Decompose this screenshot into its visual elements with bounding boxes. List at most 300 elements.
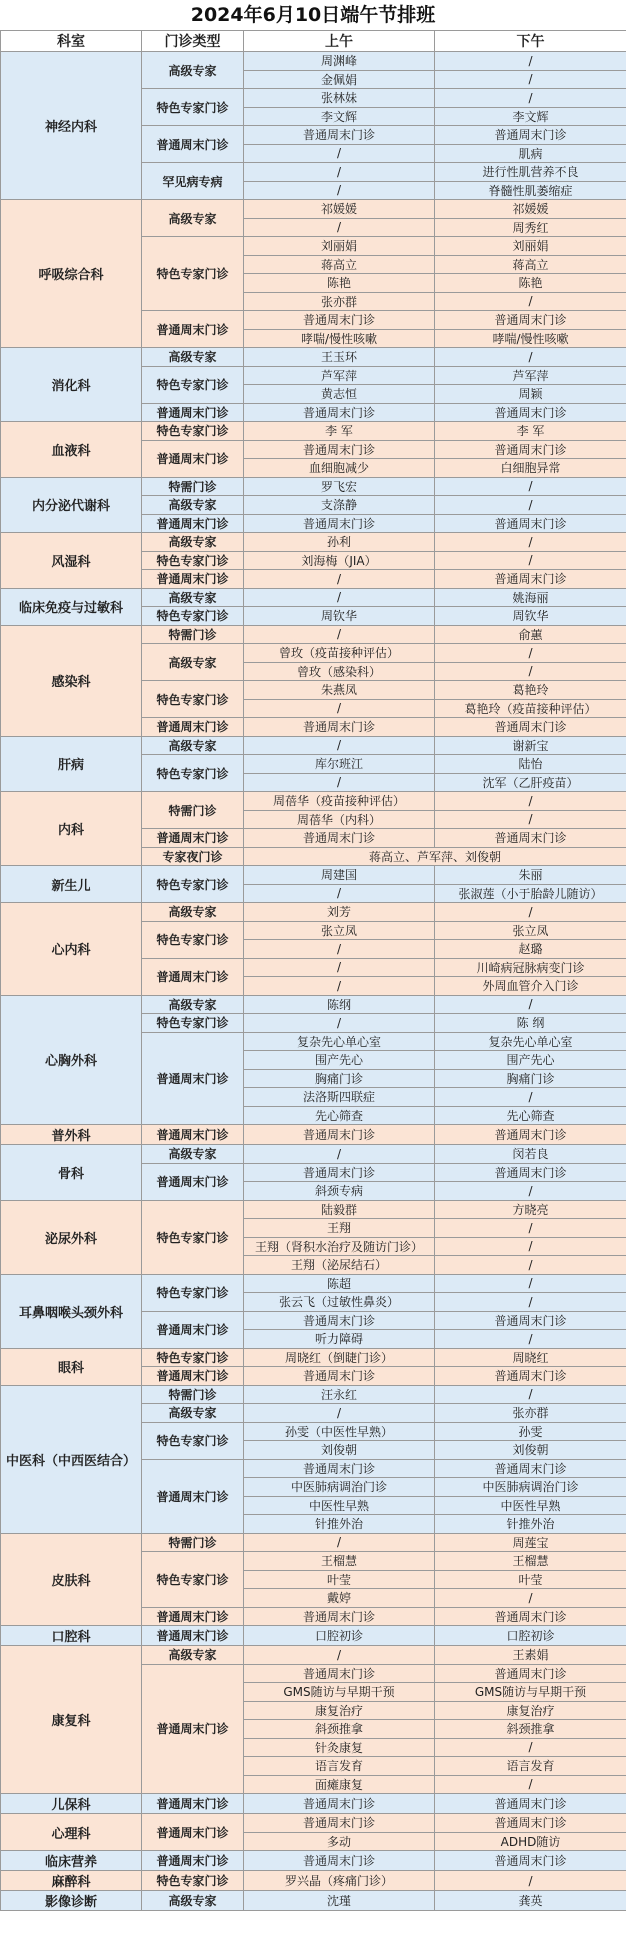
morning-cell: 陈艳 xyxy=(244,274,435,293)
clinic-type: 普通周末门诊 xyxy=(142,718,244,737)
clinic-type: 高级专家 xyxy=(142,588,244,607)
morning-cell: 普通周末门诊 xyxy=(244,718,435,737)
clinic-type: 普通周末门诊 xyxy=(142,514,244,533)
clinic-type: 普通周末门诊 xyxy=(142,958,244,995)
table-row xyxy=(1,1125,626,1145)
afternoon-cell: 孙雯 xyxy=(435,1422,626,1441)
table-row xyxy=(1,792,626,811)
clinic-type: 特需门诊 xyxy=(142,1533,244,1552)
afternoon-cell: 普通周末门诊 xyxy=(435,126,626,145)
morning-cell: GMS随访与早期干预 xyxy=(244,1683,435,1702)
clinic-type: 罕见病专病 xyxy=(142,163,244,200)
afternoon-cell: / xyxy=(435,1256,626,1275)
afternoon-cell: 普通周末门诊 xyxy=(435,570,626,589)
afternoon-cell: 张立凤 xyxy=(435,921,626,940)
afternoon-cell: 李 军 xyxy=(435,422,626,441)
morning-cell: 普通周末门诊 xyxy=(244,440,435,459)
afternoon-cell: 普通周末门诊 xyxy=(435,829,626,848)
morning-cell: 支涤静 xyxy=(244,496,435,515)
morning-cell: 普通周末门诊 xyxy=(244,1851,435,1871)
afternoon-cell: 沈军（乙肝疫苗） xyxy=(435,773,626,792)
morning-cell: 周钦华 xyxy=(244,607,435,626)
clinic-type: 普通周末门诊 xyxy=(142,1032,244,1125)
afternoon-cell: 中医性早熟 xyxy=(435,1496,626,1515)
afternoon-cell: / xyxy=(435,496,626,515)
morning-cell: 金佩娟 xyxy=(244,70,435,89)
morning-cell: 王榴慧 xyxy=(244,1552,435,1571)
clinic-type: 普通周末门诊 xyxy=(142,1459,244,1533)
morning-cell: 沈瑾 xyxy=(244,1891,435,1911)
afternoon-cell: 胸痛门诊 xyxy=(435,1069,626,1088)
afternoon-cell: 王榴慧 xyxy=(435,1552,626,1571)
morning-cell: 罗兴晶（疼痛门诊） xyxy=(244,1871,435,1891)
header-morning: 上午 xyxy=(244,31,435,52)
table-row xyxy=(1,1348,626,1367)
afternoon-cell: 周莲宝 xyxy=(435,1533,626,1552)
morning-cell: 周蓓华（内科） xyxy=(244,810,435,829)
afternoon-cell: 普通周末门诊 xyxy=(435,1459,626,1478)
morning-cell: 王翔 xyxy=(244,1219,435,1238)
morning-cell: 陆毅群 xyxy=(244,1200,435,1219)
clinic-type: 特需门诊 xyxy=(142,792,244,829)
afternoon-cell: / xyxy=(435,89,626,108)
morning-cell: 普通周末门诊 xyxy=(244,514,435,533)
morning-cell: 戴婷 xyxy=(244,1589,435,1608)
afternoon-cell: 周颖 xyxy=(435,385,626,404)
morning-cell: 针推外治 xyxy=(244,1515,435,1534)
morning-cell: / xyxy=(244,1646,435,1665)
afternoon-cell: 外周血管介入门诊 xyxy=(435,977,626,996)
morning-cell: 普通周末门诊 xyxy=(244,1607,435,1626)
morning-cell: / xyxy=(244,977,435,996)
clinic-type: 高级专家 xyxy=(142,348,244,367)
morning-cell: 曾玫（疫苗接种评估） xyxy=(244,644,435,663)
afternoon-cell: 陈 纲 xyxy=(435,1014,626,1033)
morning-cell: 胸痛门诊 xyxy=(244,1069,435,1088)
department-name: 神经内科 xyxy=(1,52,142,200)
afternoon-cell: / xyxy=(435,1385,626,1404)
afternoon-cell: / xyxy=(435,1088,626,1107)
afternoon-cell: 陆怡 xyxy=(435,755,626,774)
department-name: 消化科 xyxy=(1,348,142,422)
morning-cell: / xyxy=(244,699,435,718)
morning-cell: / xyxy=(244,218,435,237)
morning-cell: 祁媛媛 xyxy=(244,200,435,219)
afternoon-cell: 叶莹 xyxy=(435,1570,626,1589)
afternoon-cell: 李文辉 xyxy=(435,107,626,126)
afternoon-cell: 葛艳玲（疫苗接种评估） xyxy=(435,699,626,718)
morning-cell: / xyxy=(244,736,435,755)
schedule-table xyxy=(0,30,626,1911)
afternoon-cell: 祁媛媛 xyxy=(435,200,626,219)
clinic-type: 普通周末门诊 xyxy=(142,126,244,163)
morning-cell: / xyxy=(244,1145,435,1164)
department-name: 骨科 xyxy=(1,1145,142,1201)
morning-cell: 周晓红（倒睫门诊） xyxy=(244,1348,435,1367)
clinic-type: 高级专家 xyxy=(142,496,244,515)
table-row xyxy=(1,1814,626,1833)
afternoon-cell: 谢新宝 xyxy=(435,736,626,755)
morning-cell: 普通周末门诊 xyxy=(244,1459,435,1478)
afternoon-cell: / xyxy=(435,1871,626,1891)
clinic-type: 高级专家 xyxy=(142,52,244,89)
afternoon-cell: / xyxy=(435,1293,626,1312)
morning-cell: 口腔初诊 xyxy=(244,1626,435,1646)
department-name: 新生儿 xyxy=(1,866,142,903)
morning-cell: 汪永红 xyxy=(244,1385,435,1404)
afternoon-cell: / xyxy=(435,662,626,681)
afternoon-cell: 川崎病冠脉病变门诊 xyxy=(435,958,626,977)
clinic-type: 特色专家门诊 xyxy=(142,1552,244,1608)
morning-cell: 康复治疗 xyxy=(244,1701,435,1720)
morning-cell: 普通周末门诊 xyxy=(244,126,435,145)
department-name: 心胸外科 xyxy=(1,995,142,1125)
clinic-type: 专家夜门诊 xyxy=(142,847,244,866)
morning-cell: / xyxy=(244,884,435,903)
clinic-type: 普通周末门诊 xyxy=(142,1163,244,1200)
morning-cell: 先心筛查 xyxy=(244,1106,435,1125)
table-row xyxy=(1,625,626,644)
table-row xyxy=(1,1646,626,1665)
morning-cell: 多动 xyxy=(244,1832,435,1851)
morning-cell: 陈纲 xyxy=(244,995,435,1014)
table-row xyxy=(1,1385,626,1404)
department-name: 心内科 xyxy=(1,903,142,996)
morning-cell: 刘丽娟 xyxy=(244,237,435,256)
afternoon-cell: 普通周末门诊 xyxy=(435,1163,626,1182)
table-row xyxy=(1,995,626,1014)
afternoon-cell: 葛艳玲 xyxy=(435,681,626,700)
clinic-type: 高级专家 xyxy=(142,1145,244,1164)
table-row xyxy=(1,1851,626,1871)
department-name: 泌尿外科 xyxy=(1,1200,142,1274)
department-name: 眼科 xyxy=(1,1348,142,1385)
department-name: 内分泌代谢科 xyxy=(1,477,142,533)
clinic-type: 普通周末门诊 xyxy=(142,1626,244,1646)
afternoon-cell: / xyxy=(435,810,626,829)
department-name: 儿保科 xyxy=(1,1794,142,1814)
afternoon-cell: 哮喘/慢性咳嗽 xyxy=(435,329,626,348)
afternoon-cell: 刘丽娟 xyxy=(435,237,626,256)
afternoon-cell: / xyxy=(435,1738,626,1757)
afternoon-cell: 刘俊朝 xyxy=(435,1441,626,1460)
afternoon-cell: 张淑莲（小于胎龄儿随访） xyxy=(435,884,626,903)
department-name: 内科 xyxy=(1,792,142,866)
clinic-type: 高级专家 xyxy=(142,736,244,755)
afternoon-cell: / xyxy=(435,1219,626,1238)
morning-cell: 张立凤 xyxy=(244,921,435,940)
morning-cell: 朱燕凤 xyxy=(244,681,435,700)
table-row xyxy=(1,1871,626,1891)
table-row xyxy=(1,1200,626,1219)
clinic-type: 高级专家 xyxy=(142,200,244,237)
morning-cell: 中医性早熟 xyxy=(244,1496,435,1515)
morning-cell: 语言发育 xyxy=(244,1757,435,1776)
morning-cell: 孙雯（中医性早熟） xyxy=(244,1422,435,1441)
afternoon-cell: 龚英 xyxy=(435,1891,626,1911)
afternoon-cell: / xyxy=(435,995,626,1014)
morning-cell: 普通周末门诊 xyxy=(244,1794,435,1814)
afternoon-cell: 脊髓性肌萎缩症 xyxy=(435,181,626,200)
table-row xyxy=(1,1891,626,1911)
morning-cell: / xyxy=(244,958,435,977)
clinic-type: 普通周末门诊 xyxy=(142,1311,244,1348)
clinic-type: 普通周末门诊 xyxy=(142,1125,244,1145)
afternoon-cell: / xyxy=(435,1775,626,1794)
department-name: 风湿科 xyxy=(1,533,142,589)
department-name: 麻醉科 xyxy=(1,1871,142,1891)
morning-cell: 普通周末门诊 xyxy=(244,311,435,330)
afternoon-cell: / xyxy=(435,1182,626,1201)
afternoon-cell: 方晓亮 xyxy=(435,1200,626,1219)
department-name: 心理科 xyxy=(1,1814,142,1851)
department-name: 血液科 xyxy=(1,422,142,478)
afternoon-cell: 康复治疗 xyxy=(435,1701,626,1720)
department-name: 影像诊断 xyxy=(1,1891,142,1911)
morning-cell: 针灸康复 xyxy=(244,1738,435,1757)
afternoon-cell: 王素娟 xyxy=(435,1646,626,1665)
department-name: 临床免疫与过敏科 xyxy=(1,588,142,625)
afternoon-cell: 复杂先心单心室 xyxy=(435,1032,626,1051)
morning-cell: 孙利 xyxy=(244,533,435,552)
morning-cell: 听力障碍 xyxy=(244,1330,435,1349)
clinic-type: 普通周末门诊 xyxy=(142,1851,244,1871)
header-afternoon: 下午 xyxy=(435,31,626,52)
afternoon-cell: 斜颈推拿 xyxy=(435,1720,626,1739)
table-row xyxy=(1,588,626,607)
morning-cell: 普通周末门诊 xyxy=(244,403,435,422)
clinic-type: 普通周末门诊 xyxy=(142,440,244,477)
table-row xyxy=(1,422,626,441)
morning-cell: 中医肺病调治门诊 xyxy=(244,1478,435,1497)
afternoon-cell: / xyxy=(435,1237,626,1256)
afternoon-cell: 蒋高立 xyxy=(435,255,626,274)
morning-cell: 普通周末门诊 xyxy=(244,829,435,848)
afternoon-cell: / xyxy=(435,348,626,367)
afternoon-cell: 普通周末门诊 xyxy=(435,440,626,459)
morning-cell: 王玉环 xyxy=(244,348,435,367)
schedule-body xyxy=(1,52,626,1911)
table-row xyxy=(1,533,626,552)
department-name: 口腔科 xyxy=(1,1626,142,1646)
afternoon-cell: 普通周末门诊 xyxy=(435,1851,626,1871)
afternoon-cell: 闵若良 xyxy=(435,1145,626,1164)
morning-cell: 叶莹 xyxy=(244,1570,435,1589)
clinic-type: 普通周末门诊 xyxy=(142,1794,244,1814)
table-row xyxy=(1,1145,626,1164)
department-name: 耳鼻咽喉头颈外科 xyxy=(1,1274,142,1348)
morning-cell: 刘芳 xyxy=(244,903,435,922)
afternoon-cell: 周秀红 xyxy=(435,218,626,237)
table-row xyxy=(1,866,626,885)
morning-cell: 罗飞宏 xyxy=(244,477,435,496)
morning-cell: 张亦群 xyxy=(244,292,435,311)
morning-cell: 王翔（泌尿结石） xyxy=(244,1256,435,1275)
clinic-type: 特色专家门诊 xyxy=(142,89,244,126)
afternoon-cell: 语言发育 xyxy=(435,1757,626,1776)
morning-cell: 普通周末门诊 xyxy=(244,1664,435,1683)
afternoon-cell: / xyxy=(435,533,626,552)
clinic-type: 特色专家门诊 xyxy=(142,755,244,792)
morning-cell: 复杂先心单心室 xyxy=(244,1032,435,1051)
morning-cell: 斜颈专病 xyxy=(244,1182,435,1201)
table-row xyxy=(1,200,626,219)
clinic-type: 特色专家门诊 xyxy=(142,866,244,903)
clinic-type: 高级专家 xyxy=(142,903,244,922)
clinic-type: 普通周末门诊 xyxy=(142,829,244,848)
morning-cell: 血细胞减少 xyxy=(244,459,435,478)
clinic-type: 普通周末门诊 xyxy=(142,403,244,422)
afternoon-cell: 普通周末门诊 xyxy=(435,1794,626,1814)
morning-cell: 普通周末门诊 xyxy=(244,1163,435,1182)
clinic-type: 高级专家 xyxy=(142,533,244,552)
afternoon-cell: 赵璐 xyxy=(435,940,626,959)
table-row xyxy=(1,903,626,922)
afternoon-cell: 针推外治 xyxy=(435,1515,626,1534)
morning-cell: 普通周末门诊 xyxy=(244,1125,435,1145)
department-name: 肝病 xyxy=(1,736,142,792)
header-department: 科室 xyxy=(1,31,142,52)
morning-cell: 普通周末门诊 xyxy=(244,1367,435,1386)
afternoon-cell: / xyxy=(435,1589,626,1608)
clinic-type: 特需门诊 xyxy=(142,1385,244,1404)
morning-cell: 刘海梅（JIA） xyxy=(244,551,435,570)
morning-cell: 陈超 xyxy=(244,1274,435,1293)
morning-cell: 王翔（肾积水治疗及随访门诊） xyxy=(244,1237,435,1256)
morning-cell: 哮喘/慢性咳嗽 xyxy=(244,329,435,348)
morning-cell: / xyxy=(244,181,435,200)
afternoon-cell: 普通周末门诊 xyxy=(435,311,626,330)
clinic-type: 高级专家 xyxy=(142,644,244,681)
clinic-type: 特色专家门诊 xyxy=(142,1871,244,1891)
afternoon-cell: / xyxy=(435,644,626,663)
clinic-type: 特色专家门诊 xyxy=(142,1200,244,1274)
clinic-type: 高级专家 xyxy=(142,995,244,1014)
morning-cell: 曾玫（感染科） xyxy=(244,662,435,681)
afternoon-cell: / xyxy=(435,1330,626,1349)
afternoon-cell: / xyxy=(435,792,626,811)
morning-cell: 围产先心 xyxy=(244,1051,435,1070)
clinic-type: 普通周末门诊 xyxy=(142,1814,244,1851)
afternoon-cell: 周晓红 xyxy=(435,1348,626,1367)
clinic-type: 特色专家门诊 xyxy=(142,422,244,441)
afternoon-cell: / xyxy=(435,70,626,89)
afternoon-cell: 先心筛查 xyxy=(435,1106,626,1125)
afternoon-cell: 普通周末门诊 xyxy=(435,514,626,533)
department-name: 中医科（中西医结合） xyxy=(1,1385,142,1533)
afternoon-cell: 普通周末门诊 xyxy=(435,1367,626,1386)
table-row xyxy=(1,52,626,71)
morning-cell: / xyxy=(244,163,435,182)
morning-cell: 法洛斯四联症 xyxy=(244,1088,435,1107)
afternoon-cell: 普通周末门诊 xyxy=(435,718,626,737)
page-title: 2024年6月10日端午节排班 xyxy=(190,4,436,26)
department-name: 感染科 xyxy=(1,625,142,736)
clinic-type: 高级专家 xyxy=(142,1891,244,1911)
morning-cell: / xyxy=(244,1014,435,1033)
clinic-type: 特色专家门诊 xyxy=(142,1274,244,1311)
morning-cell: 李 军 xyxy=(244,422,435,441)
afternoon-cell: 俞蕙 xyxy=(435,625,626,644)
clinic-type: 高级专家 xyxy=(142,1404,244,1423)
morning-cell: 普通周末门诊 xyxy=(244,1814,435,1833)
full-day-cell: 蒋高立、芦军萍、刘俊朝 xyxy=(244,847,626,866)
afternoon-cell: / xyxy=(435,1274,626,1293)
clinic-type: 特色专家门诊 xyxy=(142,1422,244,1459)
afternoon-cell: 芦军萍 xyxy=(435,366,626,385)
morning-cell: 周蓓华（疫苗接种评估） xyxy=(244,792,435,811)
morning-cell: / xyxy=(244,1404,435,1423)
afternoon-cell: / xyxy=(435,477,626,496)
morning-cell: 周建国 xyxy=(244,866,435,885)
clinic-type: 特色专家门诊 xyxy=(142,607,244,626)
clinic-type: 普通周末门诊 xyxy=(142,1367,244,1386)
afternoon-cell: 普通周末门诊 xyxy=(435,1607,626,1626)
morning-cell: / xyxy=(244,588,435,607)
morning-cell: 张云飞（过敏性鼻炎） xyxy=(244,1293,435,1312)
morning-cell: 蒋高立 xyxy=(244,255,435,274)
afternoon-cell: 陈艳 xyxy=(435,274,626,293)
afternoon-cell: 周钦华 xyxy=(435,607,626,626)
header-row xyxy=(1,31,626,52)
afternoon-cell: / xyxy=(435,292,626,311)
afternoon-cell: / xyxy=(435,551,626,570)
clinic-type: 特色专家门诊 xyxy=(142,1014,244,1033)
morning-cell: / xyxy=(244,773,435,792)
department-name: 临床营养 xyxy=(1,1851,142,1871)
morning-cell: 周渊峰 xyxy=(244,52,435,71)
table-row xyxy=(1,1626,626,1646)
afternoon-cell: 普通周末门诊 xyxy=(435,1311,626,1330)
morning-cell: / xyxy=(244,570,435,589)
clinic-type: 特色专家门诊 xyxy=(142,1348,244,1367)
morning-cell: 芦军萍 xyxy=(244,366,435,385)
morning-cell: 普通周末门诊 xyxy=(244,1311,435,1330)
clinic-type: 特色专家门诊 xyxy=(142,237,244,311)
clinic-type: 高级专家 xyxy=(142,1646,244,1665)
clinic-type: 特需门诊 xyxy=(142,477,244,496)
table-row xyxy=(1,1533,626,1552)
afternoon-cell: GMS随访与早期干预 xyxy=(435,1683,626,1702)
afternoon-cell: 张亦群 xyxy=(435,1404,626,1423)
morning-cell: / xyxy=(244,1533,435,1552)
afternoon-cell: / xyxy=(435,903,626,922)
clinic-type: 普通周末门诊 xyxy=(142,570,244,589)
afternoon-cell: 进行性肌营养不良 xyxy=(435,163,626,182)
afternoon-cell: 普通周末门诊 xyxy=(435,1814,626,1833)
clinic-type: 普通周末门诊 xyxy=(142,1664,244,1794)
afternoon-cell: 围产先心 xyxy=(435,1051,626,1070)
clinic-type: 特色专家门诊 xyxy=(142,551,244,570)
afternoon-cell: 普通周末门诊 xyxy=(435,1125,626,1145)
morning-cell: 黄志恒 xyxy=(244,385,435,404)
afternoon-cell: 普通周末门诊 xyxy=(435,403,626,422)
afternoon-cell: 朱丽 xyxy=(435,866,626,885)
department-name: 康复科 xyxy=(1,1646,142,1794)
table-row xyxy=(1,1274,626,1293)
afternoon-cell: 白细胞异常 xyxy=(435,459,626,478)
afternoon-cell: / xyxy=(435,52,626,71)
afternoon-cell: 姚海丽 xyxy=(435,588,626,607)
morning-cell: 斜颈推拿 xyxy=(244,1720,435,1739)
morning-cell: 李文辉 xyxy=(244,107,435,126)
afternoon-cell: 普通周末门诊 xyxy=(435,1664,626,1683)
clinic-type: 普通周末门诊 xyxy=(142,311,244,348)
morning-cell: 库尔班江 xyxy=(244,755,435,774)
morning-cell: / xyxy=(244,144,435,163)
afternoon-cell: ADHD随访 xyxy=(435,1832,626,1851)
morning-cell: 面瘫康复 xyxy=(244,1775,435,1794)
